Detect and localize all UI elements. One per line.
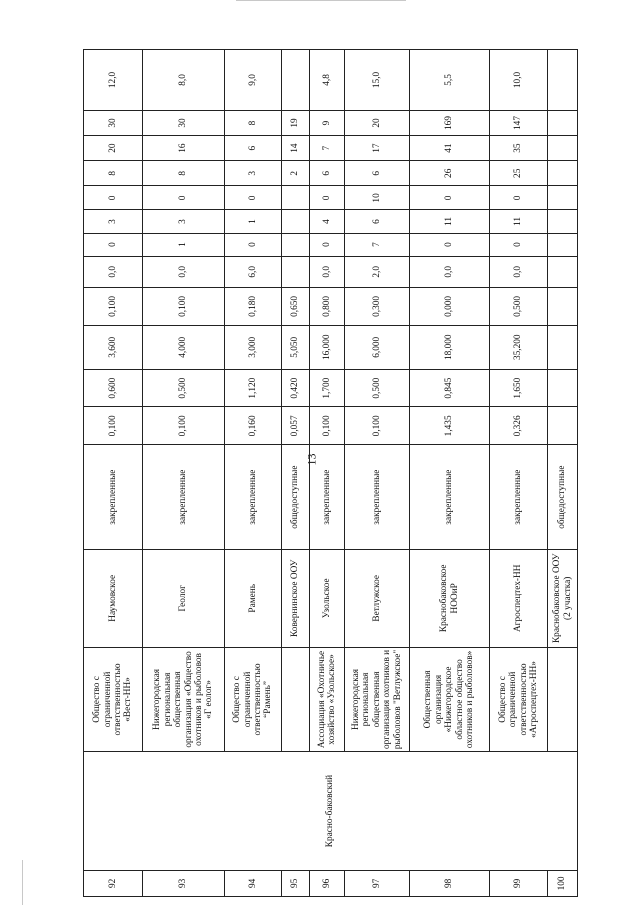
value-cell: 1 <box>143 233 225 256</box>
value-cell: 0 <box>225 233 282 256</box>
value-cell: 0,100 <box>84 407 143 445</box>
value-cell: 18,000 <box>410 325 490 369</box>
value-cell: 6 <box>310 161 345 186</box>
value-cell: 4,000 <box>143 325 225 369</box>
value-cell <box>548 50 578 111</box>
value-cell <box>282 186 310 210</box>
value-cell: 0,100 <box>310 407 345 445</box>
value-cell: 6,000 <box>345 325 410 369</box>
value-cell: 30 <box>143 110 225 135</box>
row-number: 95 <box>282 870 310 896</box>
value-cell: 10 <box>345 186 410 210</box>
hunting-ground-cell: Узольское <box>310 550 345 647</box>
value-cell <box>548 256 578 287</box>
value-cell: 30 <box>84 110 143 135</box>
hunting-ground-cell: Краснобаковское ООУ (2 участка) <box>548 550 578 647</box>
value-cell: 12,0 <box>84 50 143 111</box>
organization-cell: Общество с ограниченной ответственностью «Вест-НН» <box>84 647 143 752</box>
value-cell: 2,0 <box>345 256 410 287</box>
value-cell: 0,500 <box>490 288 548 326</box>
value-cell: 16,000 <box>310 325 345 369</box>
value-cell: 6 <box>225 136 282 161</box>
scan-mark-left <box>22 860 23 905</box>
value-cell <box>548 136 578 161</box>
value-cell: 3,600 <box>84 325 143 369</box>
value-cell: 0,326 <box>490 407 548 445</box>
value-cell <box>548 210 578 233</box>
value-cell: 8 <box>143 161 225 186</box>
value-cell <box>548 110 578 135</box>
value-cell <box>282 256 310 287</box>
value-cell: 1,700 <box>310 369 345 407</box>
value-cell: 15,0 <box>345 50 410 111</box>
value-cell: 7 <box>345 233 410 256</box>
value-cell: 0,000 <box>410 288 490 326</box>
ground-type-cell: закрепленные <box>490 445 548 550</box>
organization-cell: Общественная организация «Нижегородское областное общество охотников и рыболовов» <box>410 647 490 752</box>
value-cell <box>282 50 310 111</box>
page-number: 13 <box>304 453 319 466</box>
hunting-ground-cell: Ветлужское <box>345 550 410 647</box>
value-cell: 0,100 <box>345 407 410 445</box>
value-cell: 0 <box>410 186 490 210</box>
hunting-ground-cell: Рамень <box>225 550 282 647</box>
value-cell: 8 <box>84 161 143 186</box>
row-number: 92 <box>84 870 143 896</box>
value-cell: 20 <box>84 136 143 161</box>
value-cell: 7 <box>310 136 345 161</box>
value-cell: 9,0 <box>225 50 282 111</box>
value-cell: 0,420 <box>282 369 310 407</box>
value-cell: 5,5 <box>410 50 490 111</box>
organization-cell: Ассоциация «Охотничье хозяйство «Узольское» <box>310 647 345 752</box>
ground-type-cell: общедоступные <box>282 445 310 550</box>
value-cell: 0,300 <box>345 288 410 326</box>
value-cell: 1,435 <box>410 407 490 445</box>
value-cell: 0 <box>84 186 143 210</box>
organization-cell <box>282 647 310 752</box>
scan-mark-top <box>236 0 406 1</box>
value-cell <box>548 407 578 445</box>
value-cell: 10,0 <box>490 50 548 111</box>
row-number: 100 <box>548 870 578 896</box>
value-cell: 0,100 <box>143 407 225 445</box>
ground-type-cell: закрепленные <box>410 445 490 550</box>
hunting-ground-cell: Ковернинское ООУ <box>282 550 310 647</box>
value-cell: 19 <box>282 110 310 135</box>
value-cell: 0 <box>490 233 548 256</box>
value-cell: 20 <box>345 110 410 135</box>
value-cell: 0,0 <box>410 256 490 287</box>
row-number: 98 <box>410 870 490 896</box>
value-cell: 3,000 <box>225 325 282 369</box>
organization-cell: Общество с ограниченной ответственностью «Агроспецтех-НН» <box>490 647 548 752</box>
value-cell: 0,0 <box>84 256 143 287</box>
value-cell: 9 <box>310 110 345 135</box>
row-number: 94 <box>225 870 282 896</box>
value-cell: 6 <box>345 210 410 233</box>
value-cell: 14 <box>282 136 310 161</box>
organization-cell: Нижегородская региональная общественная организация «Общество охотников и рыболовов «Г еолог» <box>143 647 225 752</box>
value-cell: 0,500 <box>345 369 410 407</box>
value-cell: 0 <box>143 186 225 210</box>
organization-cell: Нижегородская региональная общественная организация охотников и рыболовов "Ветлужское" <box>345 647 410 752</box>
value-cell: 35,200 <box>490 325 548 369</box>
row-number: 97 <box>345 870 410 896</box>
value-cell: 0,845 <box>410 369 490 407</box>
ground-type-cell: закрепленные <box>310 445 345 550</box>
value-cell: 0,180 <box>225 288 282 326</box>
value-cell: 3 <box>84 210 143 233</box>
row-number: 99 <box>490 870 548 896</box>
organization-cell: Общество с ограниченной ответственностью “Рамень” <box>225 647 282 752</box>
value-cell: 25 <box>490 161 548 186</box>
ground-type-cell: закрепленные <box>225 445 282 550</box>
row-number: 93 <box>143 870 225 896</box>
ground-type-cell: закрепленные <box>143 445 225 550</box>
value-cell: 16 <box>143 136 225 161</box>
value-cell: 4,8 <box>310 50 345 111</box>
row-number: 96 <box>310 870 345 896</box>
hunting-ground-cell: Агроспецтех-НН <box>490 550 548 647</box>
hunting-ground-cell: Краснобаковское НООиР <box>410 550 490 647</box>
value-cell: 0,0 <box>143 256 225 287</box>
hunting-ground-cell: Геолог <box>143 550 225 647</box>
value-cell: 8 <box>225 110 282 135</box>
value-cell: 169 <box>410 110 490 135</box>
value-cell: 8,0 <box>143 50 225 111</box>
value-cell: 0,160 <box>225 407 282 445</box>
value-cell: 0 <box>310 186 345 210</box>
value-cell: 41 <box>410 136 490 161</box>
value-cell: 0,500 <box>143 369 225 407</box>
value-cell: 3 <box>225 161 282 186</box>
ground-type-cell: закрепленные <box>345 445 410 550</box>
value-cell: 0 <box>225 186 282 210</box>
ground-type-cell: закрепленные <box>84 445 143 550</box>
value-cell: 0,057 <box>282 407 310 445</box>
hunting-ground-cell: Наумовское <box>84 550 143 647</box>
value-cell <box>548 186 578 210</box>
table-row <box>84 50 143 897</box>
value-cell: 0 <box>84 233 143 256</box>
organization-cell <box>548 647 578 752</box>
value-cell: 17 <box>345 136 410 161</box>
value-cell: 0,0 <box>490 256 548 287</box>
value-cell: 3 <box>143 210 225 233</box>
value-cell: 11 <box>410 210 490 233</box>
ground-type-cell: общедоступные <box>548 445 578 550</box>
district-cell: Красно-баковский <box>84 752 578 870</box>
value-cell: 0,600 <box>84 369 143 407</box>
value-cell: 11 <box>490 210 548 233</box>
value-cell: 0,0 <box>310 256 345 287</box>
data-table <box>83 49 578 897</box>
value-cell: 6 <box>345 161 410 186</box>
value-cell: 0 <box>310 233 345 256</box>
value-cell: 0,650 <box>282 288 310 326</box>
value-cell <box>282 233 310 256</box>
value-cell: 2 <box>282 161 310 186</box>
value-cell: 0 <box>410 233 490 256</box>
value-cell: 0,800 <box>310 288 345 326</box>
value-cell <box>548 369 578 407</box>
value-cell <box>548 288 578 326</box>
value-cell: 35 <box>490 136 548 161</box>
value-cell <box>548 233 578 256</box>
value-cell: 6,0 <box>225 256 282 287</box>
value-cell: 1,650 <box>490 369 548 407</box>
value-cell: 147 <box>490 110 548 135</box>
value-cell <box>548 161 578 186</box>
value-cell: 1 <box>225 210 282 233</box>
value-cell: 0 <box>490 186 548 210</box>
value-cell <box>548 325 578 369</box>
value-cell: 26 <box>410 161 490 186</box>
value-cell: 4 <box>310 210 345 233</box>
value-cell: 1,120 <box>225 369 282 407</box>
value-cell <box>282 210 310 233</box>
value-cell: 5,050 <box>282 325 310 369</box>
value-cell: 0,100 <box>143 288 225 326</box>
value-cell: 0,100 <box>84 288 143 326</box>
